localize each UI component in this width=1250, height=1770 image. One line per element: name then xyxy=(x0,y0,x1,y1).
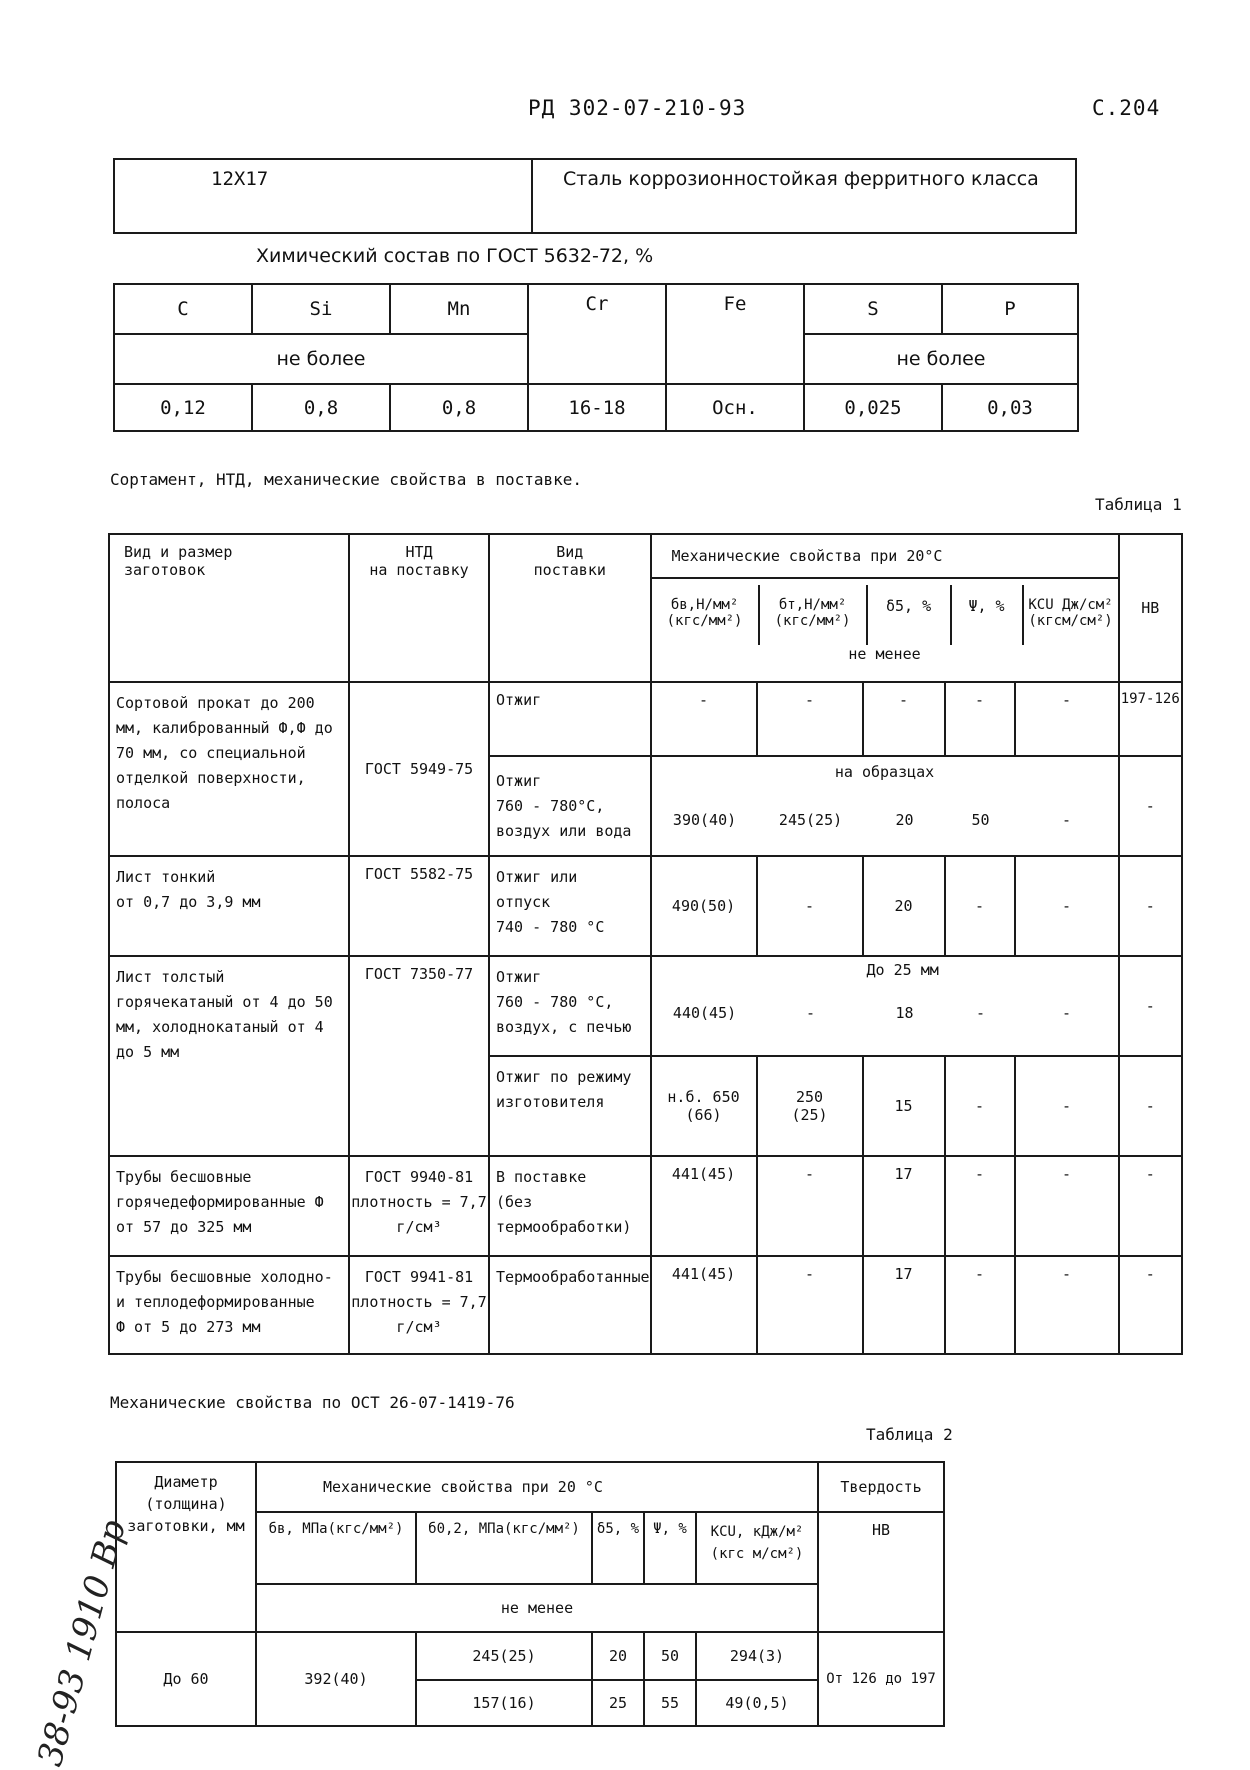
table1-row2-delivery: Отжиг или отпуск 740 - 780 °С xyxy=(489,856,651,956)
chem-value-fe: Осн. xyxy=(666,384,804,431)
table1-head-d5: δ5, % xyxy=(866,585,950,645)
table1-row4-st: - xyxy=(757,1156,863,1256)
table2-sb: 392(40) xyxy=(256,1632,416,1726)
table1-row2-d5: 20 xyxy=(863,856,945,956)
table1-row1b-note: на образцах xyxy=(834,763,935,781)
chem-head-mn: Mn xyxy=(390,284,528,334)
table1-row3b-d5: 15 xyxy=(863,1056,945,1156)
table1-head-ntd: НТД на поставку xyxy=(349,534,489,682)
table2-row2-psi: 55 xyxy=(644,1680,696,1726)
chem-head-c: C xyxy=(114,284,252,334)
chem-value-c: 0,12 xyxy=(114,384,252,431)
table1-row1b-delivery: Отжиг 760 - 780°С, воздух или вода xyxy=(489,756,651,856)
table1-row2-psi: - xyxy=(945,856,1015,956)
table1-head-psi: Ψ, % xyxy=(950,585,1022,645)
table1-row5-st: - xyxy=(757,1256,863,1354)
chem-table xyxy=(113,283,1079,432)
table1-row2-st: - xyxy=(757,856,863,956)
table1-label: Таблица 1 xyxy=(1095,495,1182,514)
table1-row2-sb: 490(50) xyxy=(651,856,757,956)
table1-head-delivery: Вид поставки xyxy=(489,534,651,682)
table1-row1a-delivery: Отжиг xyxy=(489,682,651,756)
table1-row3b-hb: - xyxy=(1119,1056,1182,1156)
page-number: С.204 xyxy=(1092,96,1161,120)
table1-row2-hb: - xyxy=(1119,856,1182,956)
table1-row5-d5: 17 xyxy=(863,1256,945,1354)
table2-label: Таблица 2 xyxy=(866,1425,953,1444)
table1-row2-ntd: ГОСТ 5582-75 xyxy=(349,856,489,956)
table2-head-hb: НВ xyxy=(818,1512,944,1632)
table2-dia: До 60 xyxy=(116,1632,256,1726)
table1-row3b-sb: н.б. 650 (66) xyxy=(651,1056,757,1156)
table1-row1-kind: Сортовой прокат до 200 мм, калиброванный Ф,Ф до 70 мм, со специальной отделкой поверхности, полоса xyxy=(109,682,349,856)
table1-row3a-delivery: Отжиг 760 - 780 °С, воздух, с печью xyxy=(489,956,651,1056)
table1-row3b-delivery: Отжиг по режиму изготовителя xyxy=(489,1056,651,1156)
table2-row2-kcu: 49(0,5) xyxy=(696,1680,818,1726)
table1-heading: Сортамент, НТД, механические свойства в поставке. xyxy=(110,470,583,489)
table2 xyxy=(115,1461,945,1727)
table1-row1a-hb: 197-126 xyxy=(1119,682,1182,756)
table1-row5-kind: Трубы бесшовные холодно- и теплодеформированные Ф от 5 до 273 мм xyxy=(109,1256,349,1354)
table2-row1-s02: 245(25) xyxy=(416,1632,592,1680)
table2-row1-d5: 20 xyxy=(592,1632,644,1680)
table2-row2-s02: 157(16) xyxy=(416,1680,592,1726)
chem-title: Химический состав по ГОСТ 5632-72, % xyxy=(256,245,654,267)
table2-hardness: От 126 до 197 xyxy=(818,1632,944,1726)
table1-row3a-d5: 18 xyxy=(895,1004,914,1022)
table1-head-sb: бв,Н/мм² (кгс/мм²) xyxy=(666,597,743,629)
table1 xyxy=(108,533,1183,1355)
table1-row4-ntd: ГОСТ 9940-81 плотность = 7,7 г/см³ xyxy=(349,1156,489,1256)
table1-row5-hb: - xyxy=(1119,1256,1182,1354)
table2-row1-kcu: 294(3) xyxy=(696,1632,818,1680)
table1-row2-kcu: - xyxy=(1015,856,1119,956)
table2-head-dia: Диаметр (толщина) заготовки, мм xyxy=(116,1462,256,1632)
chem-value-cr: 16-18 xyxy=(528,384,666,431)
table1-row1a-psi: - xyxy=(945,682,1015,756)
table1-row1b-hb: - xyxy=(1119,756,1182,856)
table1-row5-psi: - xyxy=(945,1256,1015,1354)
chem-value-mn: 0,8 xyxy=(390,384,528,431)
table1-row3a-kcu: - xyxy=(1062,1004,1072,1022)
table1-row5-delivery: Термообработанные xyxy=(489,1256,651,1354)
table1-head-kind: Вид и размер заготовок xyxy=(109,534,349,682)
chem-head-p: P xyxy=(942,284,1078,334)
table2-row2-d5: 25 xyxy=(592,1680,644,1726)
table1-row3a-psi: - xyxy=(976,1004,986,1022)
table1-row4-sb: 441(45) xyxy=(651,1156,757,1256)
table1-row3a-sb: 440(45) xyxy=(672,1004,737,1022)
chem-head-cr: Cr xyxy=(528,284,666,384)
grade-description: Сталь коррозионностойкая ферритного класса xyxy=(532,159,1076,233)
grade-code: 12Х17 xyxy=(114,159,532,233)
table1-row4-delivery: В поставке (без термообработки) xyxy=(489,1156,651,1256)
table2-row1-psi: 50 xyxy=(644,1632,696,1680)
table2-head-kcu: KCU, кДж/м² (кгс м/см²) xyxy=(696,1512,818,1584)
table1-row1a-st: - xyxy=(757,682,863,756)
table1-row1b-st: 245(25) xyxy=(778,811,843,829)
table1-head-hb: НВ xyxy=(1119,534,1182,682)
table1-row3b-psi: - xyxy=(945,1056,1015,1156)
table1-row1b-psi: 50 xyxy=(971,811,990,829)
table1-row3a-st: - xyxy=(806,1004,816,1022)
table1-row3b-kcu: - xyxy=(1015,1056,1119,1156)
table1-row2-kind: Лист тонкий от 0,7 до 3,9 мм xyxy=(109,856,349,956)
table1-row5-sb: 441(45) xyxy=(651,1256,757,1354)
table2-head-psi: Ψ, % xyxy=(644,1512,696,1584)
table1-row1b-sb: 390(40) xyxy=(672,811,737,829)
table1-row4-d5: 17 xyxy=(863,1156,945,1256)
grade-box xyxy=(113,158,1077,234)
chem-limit-right: не более xyxy=(804,334,1078,384)
table1-head-min: не менее xyxy=(848,645,921,663)
table1-row1a-kcu: - xyxy=(1015,682,1119,756)
table1-row5-ntd: ГОСТ 9941-81 плотность = 7,7 г/см³ xyxy=(349,1256,489,1354)
table1-row1a-d5: - xyxy=(863,682,945,756)
table1-row3a-note: До 25 мм xyxy=(866,961,939,979)
document-code: РД 302-07-210-93 xyxy=(528,96,747,120)
table1-row4-kcu: - xyxy=(1015,1156,1119,1256)
table2-head-min: не менее xyxy=(256,1584,818,1632)
table2-head-s02: б0,2, МПа(кгс/мм²) xyxy=(416,1512,592,1584)
table1-row4-psi: - xyxy=(945,1156,1015,1256)
handwritten-margin-note: 38-93 1910 Вр xyxy=(30,1515,135,1770)
table2-heading: Механические свойства по ОСТ 26-07-1419-76 xyxy=(110,1393,515,1412)
chem-head-s: S xyxy=(804,284,942,334)
chem-value-s: 0,025 xyxy=(804,384,942,431)
table2-head-d5: δ5, % xyxy=(592,1512,644,1584)
table1-head-kcu: KCU Дж/см² (кгсм/см²) xyxy=(1022,585,1118,645)
table2-head-hardness: Твердость xyxy=(818,1462,944,1512)
table1-row5-kcu: - xyxy=(1015,1256,1119,1354)
chem-head-fe: Fe xyxy=(666,284,804,384)
table2-head-mech: Механические свойства при 20 °С xyxy=(256,1462,818,1512)
table1-head-mech: Механические свойства при 20°С xyxy=(651,534,1119,578)
table1-row1-ntd: ГОСТ 5949-75 xyxy=(349,682,489,856)
table1-row4-hb: - xyxy=(1119,1156,1182,1256)
chem-value-p: 0,03 xyxy=(942,384,1078,431)
table1-row3b-st: 250 (25) xyxy=(757,1056,863,1156)
table1-head-st: бт,Н/мм² (кгс/мм²) xyxy=(758,585,866,645)
table1-row4-kind: Трубы бесшовные горячедеформированные Ф от 57 до 325 мм xyxy=(109,1156,349,1256)
chem-value-si: 0,8 xyxy=(252,384,390,431)
chem-limit-left: не более xyxy=(114,334,528,384)
table1-row3-kind: Лист толстый горячекатаный от 4 до 50 мм, холоднокатаный от 4 до 5 мм xyxy=(109,956,349,1156)
table1-row3-ntd: ГОСТ 7350-77 xyxy=(349,956,489,1156)
table1-row3a-hb: - xyxy=(1119,956,1182,1056)
table2-head-sb: бв, МПа(кгс/мм²) xyxy=(256,1512,416,1584)
chem-head-si: Si xyxy=(252,284,390,334)
table1-row1b-d5: 20 xyxy=(895,811,914,829)
table1-row1a-sb: - xyxy=(651,682,757,756)
table1-row1b-kcu: - xyxy=(1062,811,1072,829)
